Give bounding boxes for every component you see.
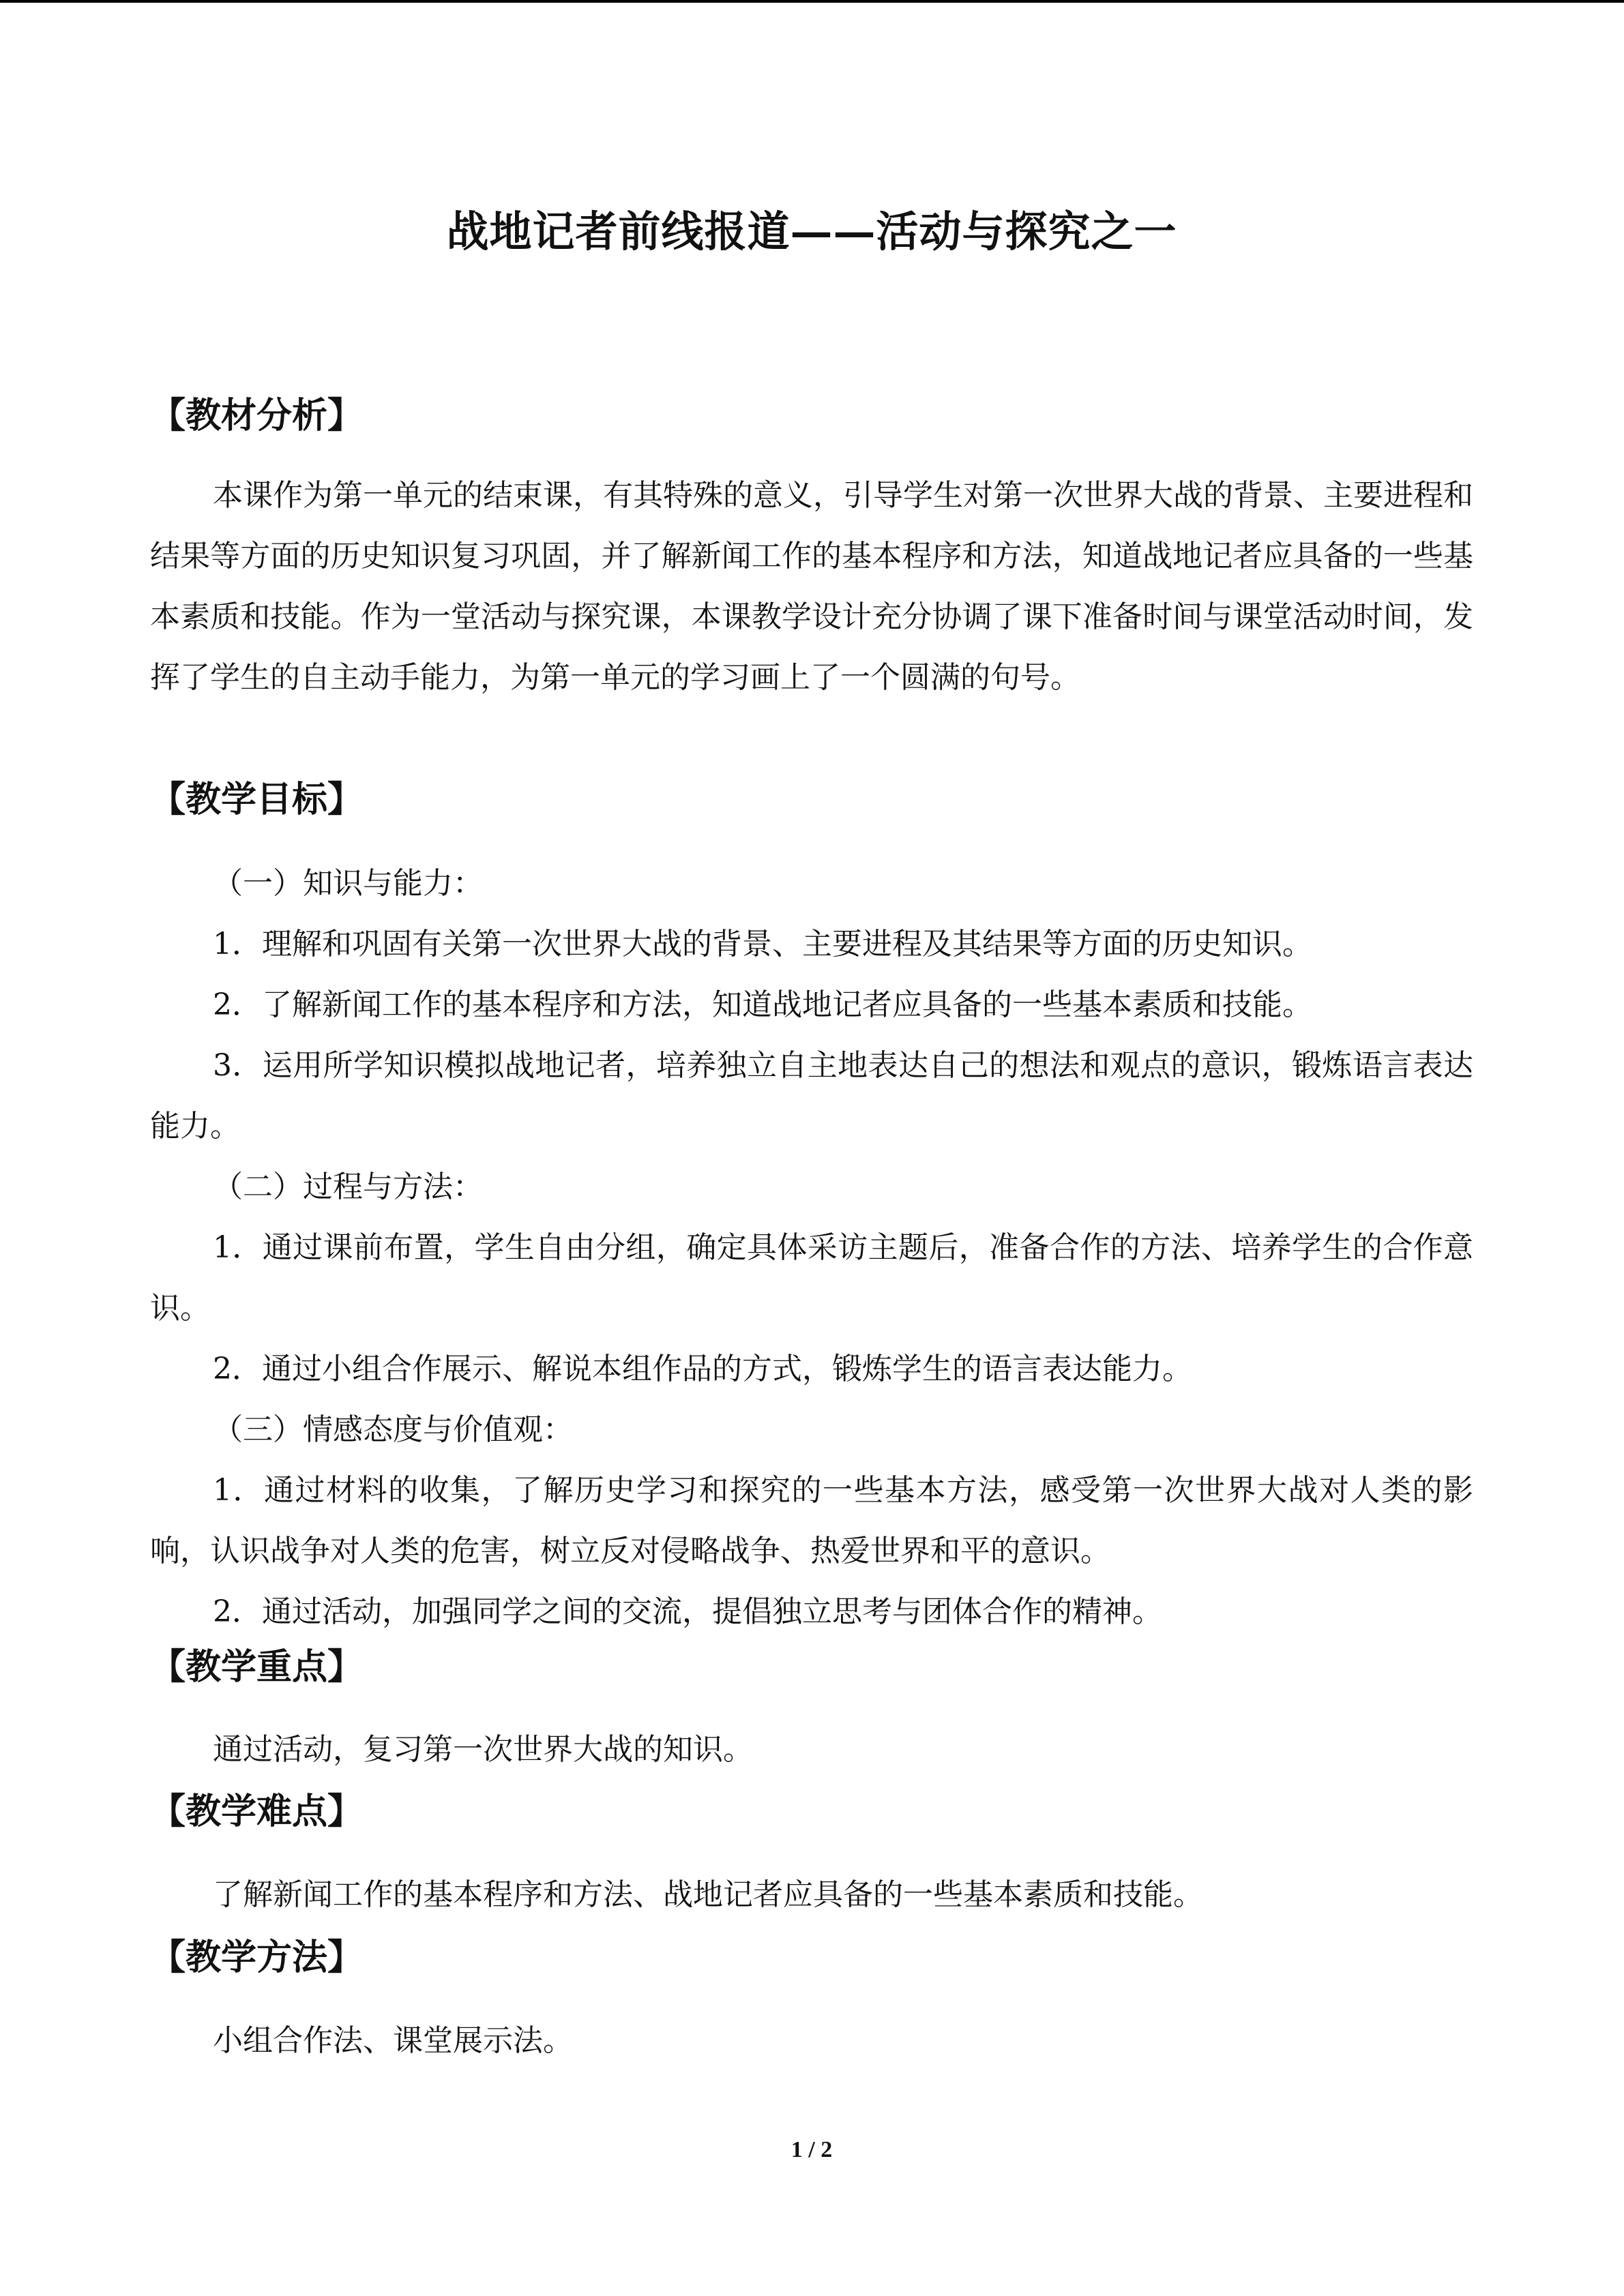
methods-text: 小组合作法、课堂展示法。 bbox=[213, 2023, 573, 2058]
analysis-paragraph: 本课作为第一单元的结束课，有其特殊的意义，引导学生对第一次世界大战的背景、主要进程和结果等方面的历史知识复习巩固，并了解新闻工作的基本程序和方法，知道战地记者应具备的一些基本素质和技能。作为一堂活动与探究课，本课教学设计充分协调了课下准备时间与课堂活动时间，发挥了学生的自主动手能力，为第一单元的学习画上了一个圆满的句号。 bbox=[150, 478, 1473, 695]
objectives-item: 1．通过材料的收集，了解历史学习和探究的一些基本方法，感受第一次世界大战对人类的影响，认识战争对人类的危害，树立反对侵略战争、热爱世界和平的意识。 bbox=[150, 1473, 1473, 1568]
objectives-item: 1．通过课前布置，学生自由分组，确定具体采访主题后，准备合作的方法、培养学生的合作意识。 bbox=[150, 1230, 1473, 1326]
section-heading-methods: 【教学方法】 bbox=[150, 1937, 364, 1978]
objectives-item: 3．运用所学知识模拟战地记者，培养独立自主地表达自己的想法和观点的意识，锻炼语言表达能力。 bbox=[150, 1048, 1473, 1144]
objectives-subheading-knowledge: （一）知识与能力： bbox=[213, 866, 483, 901]
page-number: 1 / 2 bbox=[791, 2137, 833, 2162]
objectives-item: 1．理解和巩固有关第一次世界大战的背景、主要进程及其结果等方面的历史知识。 bbox=[213, 927, 1312, 961]
document-title: 战地记者前线报道——活动与探究之一 bbox=[446, 207, 1177, 256]
key-points-text: 通过活动，复习第一次世界大战的知识。 bbox=[213, 1732, 753, 1767]
difficulties-text: 了解新闻工作的基本程序和方法、战地记者应具备的一些基本素质和技能。 bbox=[213, 1877, 1203, 1912]
objectives-item: 2．通过小组合作展示、解说本组作品的方式，锻炼学生的语言表达能力。 bbox=[213, 1352, 1192, 1386]
objectives-item: 2．了解新闻工作的基本程序和方法，知道战地记者应具备的一些基本素质和技能。 bbox=[213, 987, 1312, 1022]
section-heading-analysis: 【教材分析】 bbox=[150, 395, 364, 436]
section-heading-objectives: 【教学目标】 bbox=[150, 779, 364, 820]
objectives-subheading-process: （二）过程与方法： bbox=[213, 1169, 483, 1204]
section-heading-key-points: 【教学重点】 bbox=[150, 1646, 364, 1688]
objectives-item: 2．通过活动，加强同学之间的交流，提倡独立思考与团体合作的精神。 bbox=[213, 1594, 1162, 1629]
section-heading-difficulties: 【教学难点】 bbox=[150, 1791, 364, 1832]
objectives-subheading-values: （三）情感态度与价值观： bbox=[213, 1412, 573, 1447]
top-border-rule bbox=[0, 0, 1624, 3]
